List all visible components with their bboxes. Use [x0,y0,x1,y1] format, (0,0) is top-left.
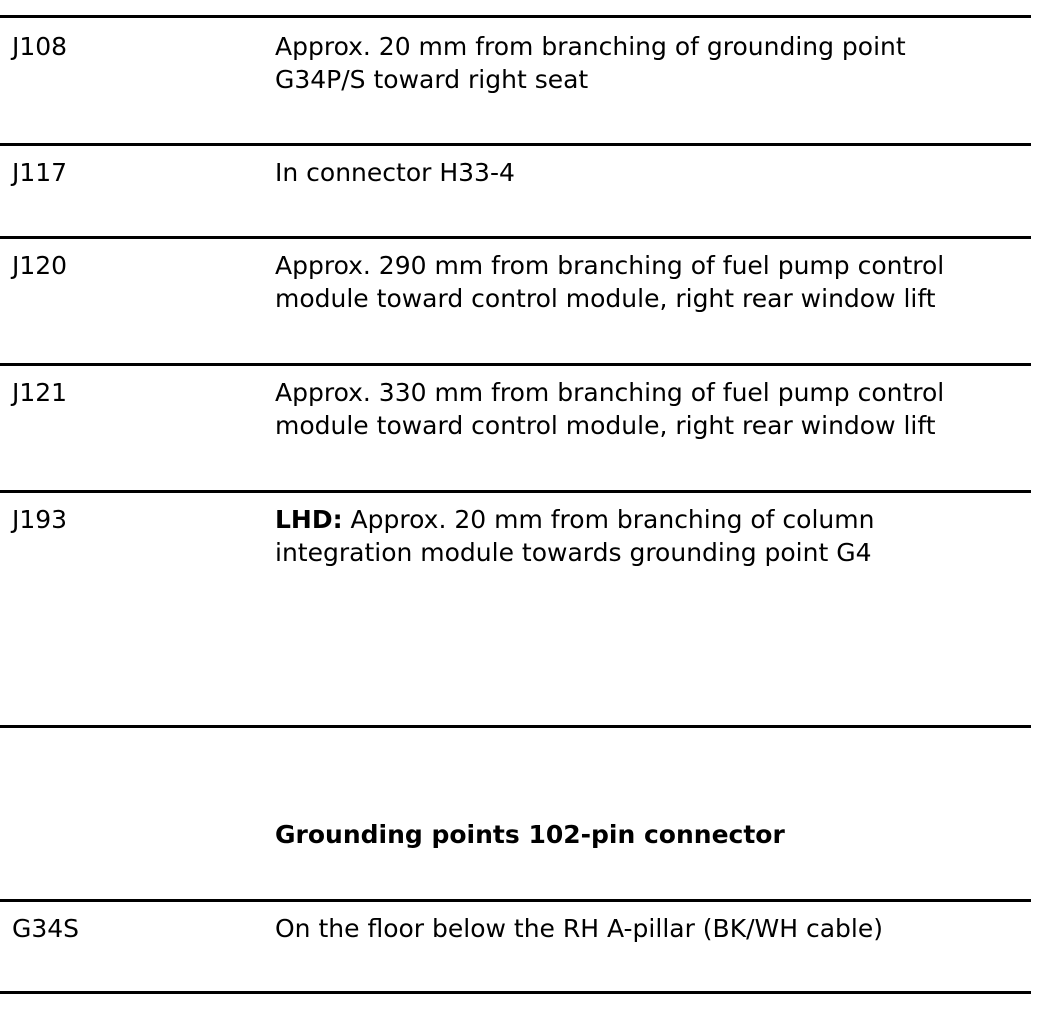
description-line: Approx. 290 mm from branching of fuel pump control [275,251,945,280]
table-rule [0,991,1031,994]
description-line: G34P/S toward right seat [275,65,589,94]
description-line: integration module towards grounding point G4 [275,538,872,567]
row-code: J117 [12,158,68,187]
row-code: J193 [12,505,68,534]
row-code: J120 [12,251,68,280]
table-rule [0,899,1031,902]
table-rule [0,236,1031,239]
row-code: J121 [12,378,68,407]
table-rule [0,363,1031,366]
row-description [275,376,1035,442]
row-description [275,249,1035,315]
table-rule [0,15,1031,18]
row-code: J108 [12,32,68,61]
description-text: Approx. 20 mm from branching of column [342,505,875,534]
table-rule [0,490,1031,493]
table-rule [0,143,1031,146]
row-description [275,156,1035,189]
description-line: In connector H33-4 [275,158,515,187]
row-description [275,503,1035,569]
description-line: Approx. 20 mm from branching of grounding point [275,32,906,61]
description-line: Approx. 330 mm from branching of fuel pump control [275,378,945,407]
lhd-label: LHD: [275,505,343,534]
row-description [275,912,1035,945]
row-description [275,30,1035,96]
description-line [275,503,1035,536]
row-code: G34S [12,914,80,943]
description-line: module toward control module, right rear window lift [275,411,936,440]
section-heading: Grounding points 102-pin connector [275,820,785,849]
table-rule [0,725,1031,728]
description-line: On the floor below the RH A-pillar (BK/WH cable) [275,914,884,943]
description-line: module toward control module, right rear window lift [275,284,936,313]
